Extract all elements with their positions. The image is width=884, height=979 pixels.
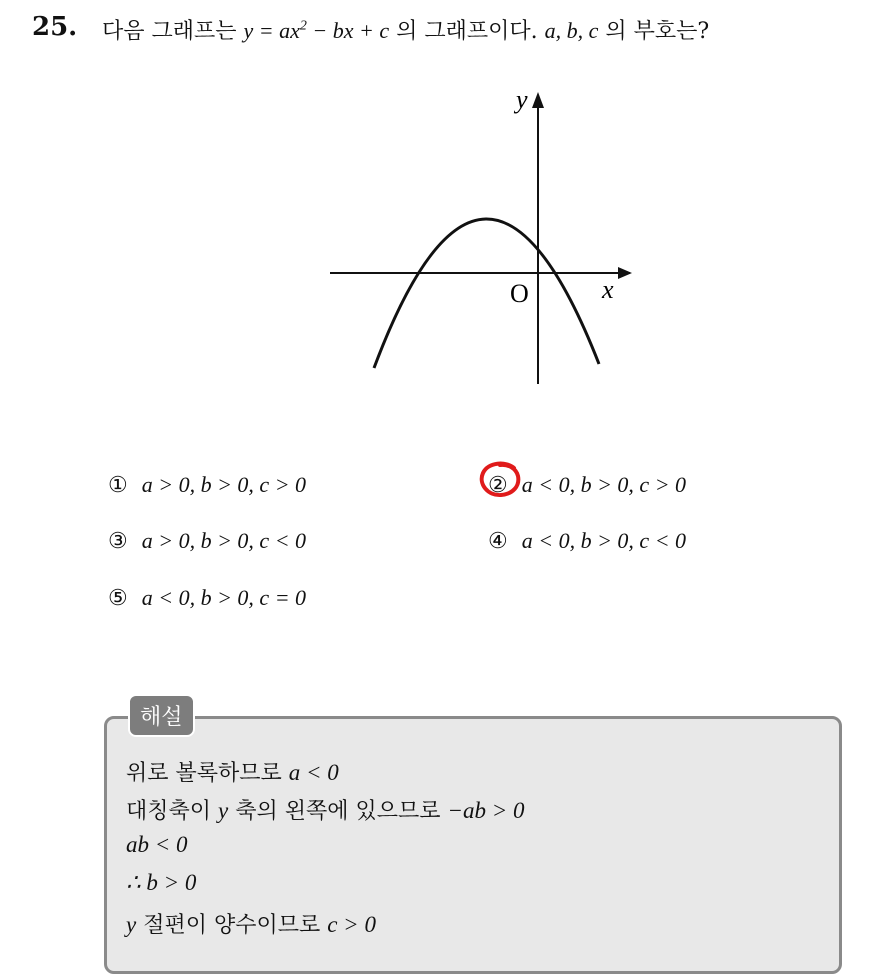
solution-line-3-math: ab < 0 — [126, 832, 188, 857]
equation-part-2: − bx + c — [306, 18, 390, 43]
choice-5[interactable] — [108, 585, 306, 611]
solution-line-1-math: a < 0 — [288, 760, 339, 785]
y-axis-arrow — [532, 92, 544, 108]
choice-1[interactable] — [108, 472, 306, 498]
choice-3-number: ③ — [108, 529, 128, 554]
solution-line-2-var: y — [218, 798, 229, 823]
choice-1-number: ① — [108, 473, 128, 498]
question-prefix: 다음 그래프는 — [102, 19, 237, 44]
solution-line-5-text: 절편이 양수이므로 — [136, 913, 328, 938]
equation — [244, 18, 390, 43]
question-number: 25. — [32, 12, 78, 42]
choice-4[interactable] — [488, 528, 686, 554]
solution-line-5-math: c > 0 — [327, 912, 376, 937]
question-suffix: 의 부호는? — [605, 19, 710, 44]
choice-3-text: a > 0, b > 0, c < 0 — [141, 528, 307, 553]
choice-2-number: ② — [488, 473, 508, 498]
solution-line-4-math: ∴ b > 0 — [126, 870, 197, 895]
choice-2-text: a < 0, b > 0, c > 0 — [521, 472, 687, 497]
solution-line-2-math: −ab > 0 — [447, 798, 525, 823]
equation-exponent: 2 — [299, 18, 307, 34]
solution-line-3 — [126, 832, 188, 858]
solution-line-1-text: 위로 볼록하므로 — [126, 761, 289, 786]
choice-5-number: ⑤ — [108, 586, 128, 611]
solution-line-2-text2: 축의 왼쪽에 있으므로 — [228, 799, 448, 824]
equation-part-1: y = ax — [243, 18, 300, 43]
choice-5-text: a < 0, b > 0, c = 0 — [141, 585, 307, 610]
parabola-graph — [320, 82, 650, 392]
solution-line-5-var: y — [126, 912, 137, 937]
x-axis-label: x — [602, 275, 614, 304]
choice-3[interactable] — [108, 528, 306, 554]
x-axis-arrow — [618, 267, 632, 279]
choice-4-number: ④ — [488, 529, 508, 554]
selected-answer-circle-mark — [478, 460, 524, 500]
solution-label: 해설 — [128, 694, 195, 737]
question-middle: 의 그래프이다. — [396, 19, 538, 44]
origin-label: O — [510, 279, 529, 308]
choice-4-text: a < 0, b > 0, c < 0 — [521, 528, 687, 553]
choice-1-text: a > 0, b > 0, c > 0 — [141, 472, 307, 497]
solution-line-4 — [126, 870, 196, 896]
solution-line-1 — [126, 756, 339, 787]
y-axis-label: y — [516, 85, 528, 114]
question-text — [102, 14, 709, 45]
solution-line-2 — [126, 794, 525, 825]
parabola-curve — [374, 219, 599, 368]
solution-line-5 — [126, 908, 376, 939]
solution-line-2-text: 대칭축이 — [126, 799, 219, 824]
question-vars: a, b, c — [544, 18, 599, 43]
